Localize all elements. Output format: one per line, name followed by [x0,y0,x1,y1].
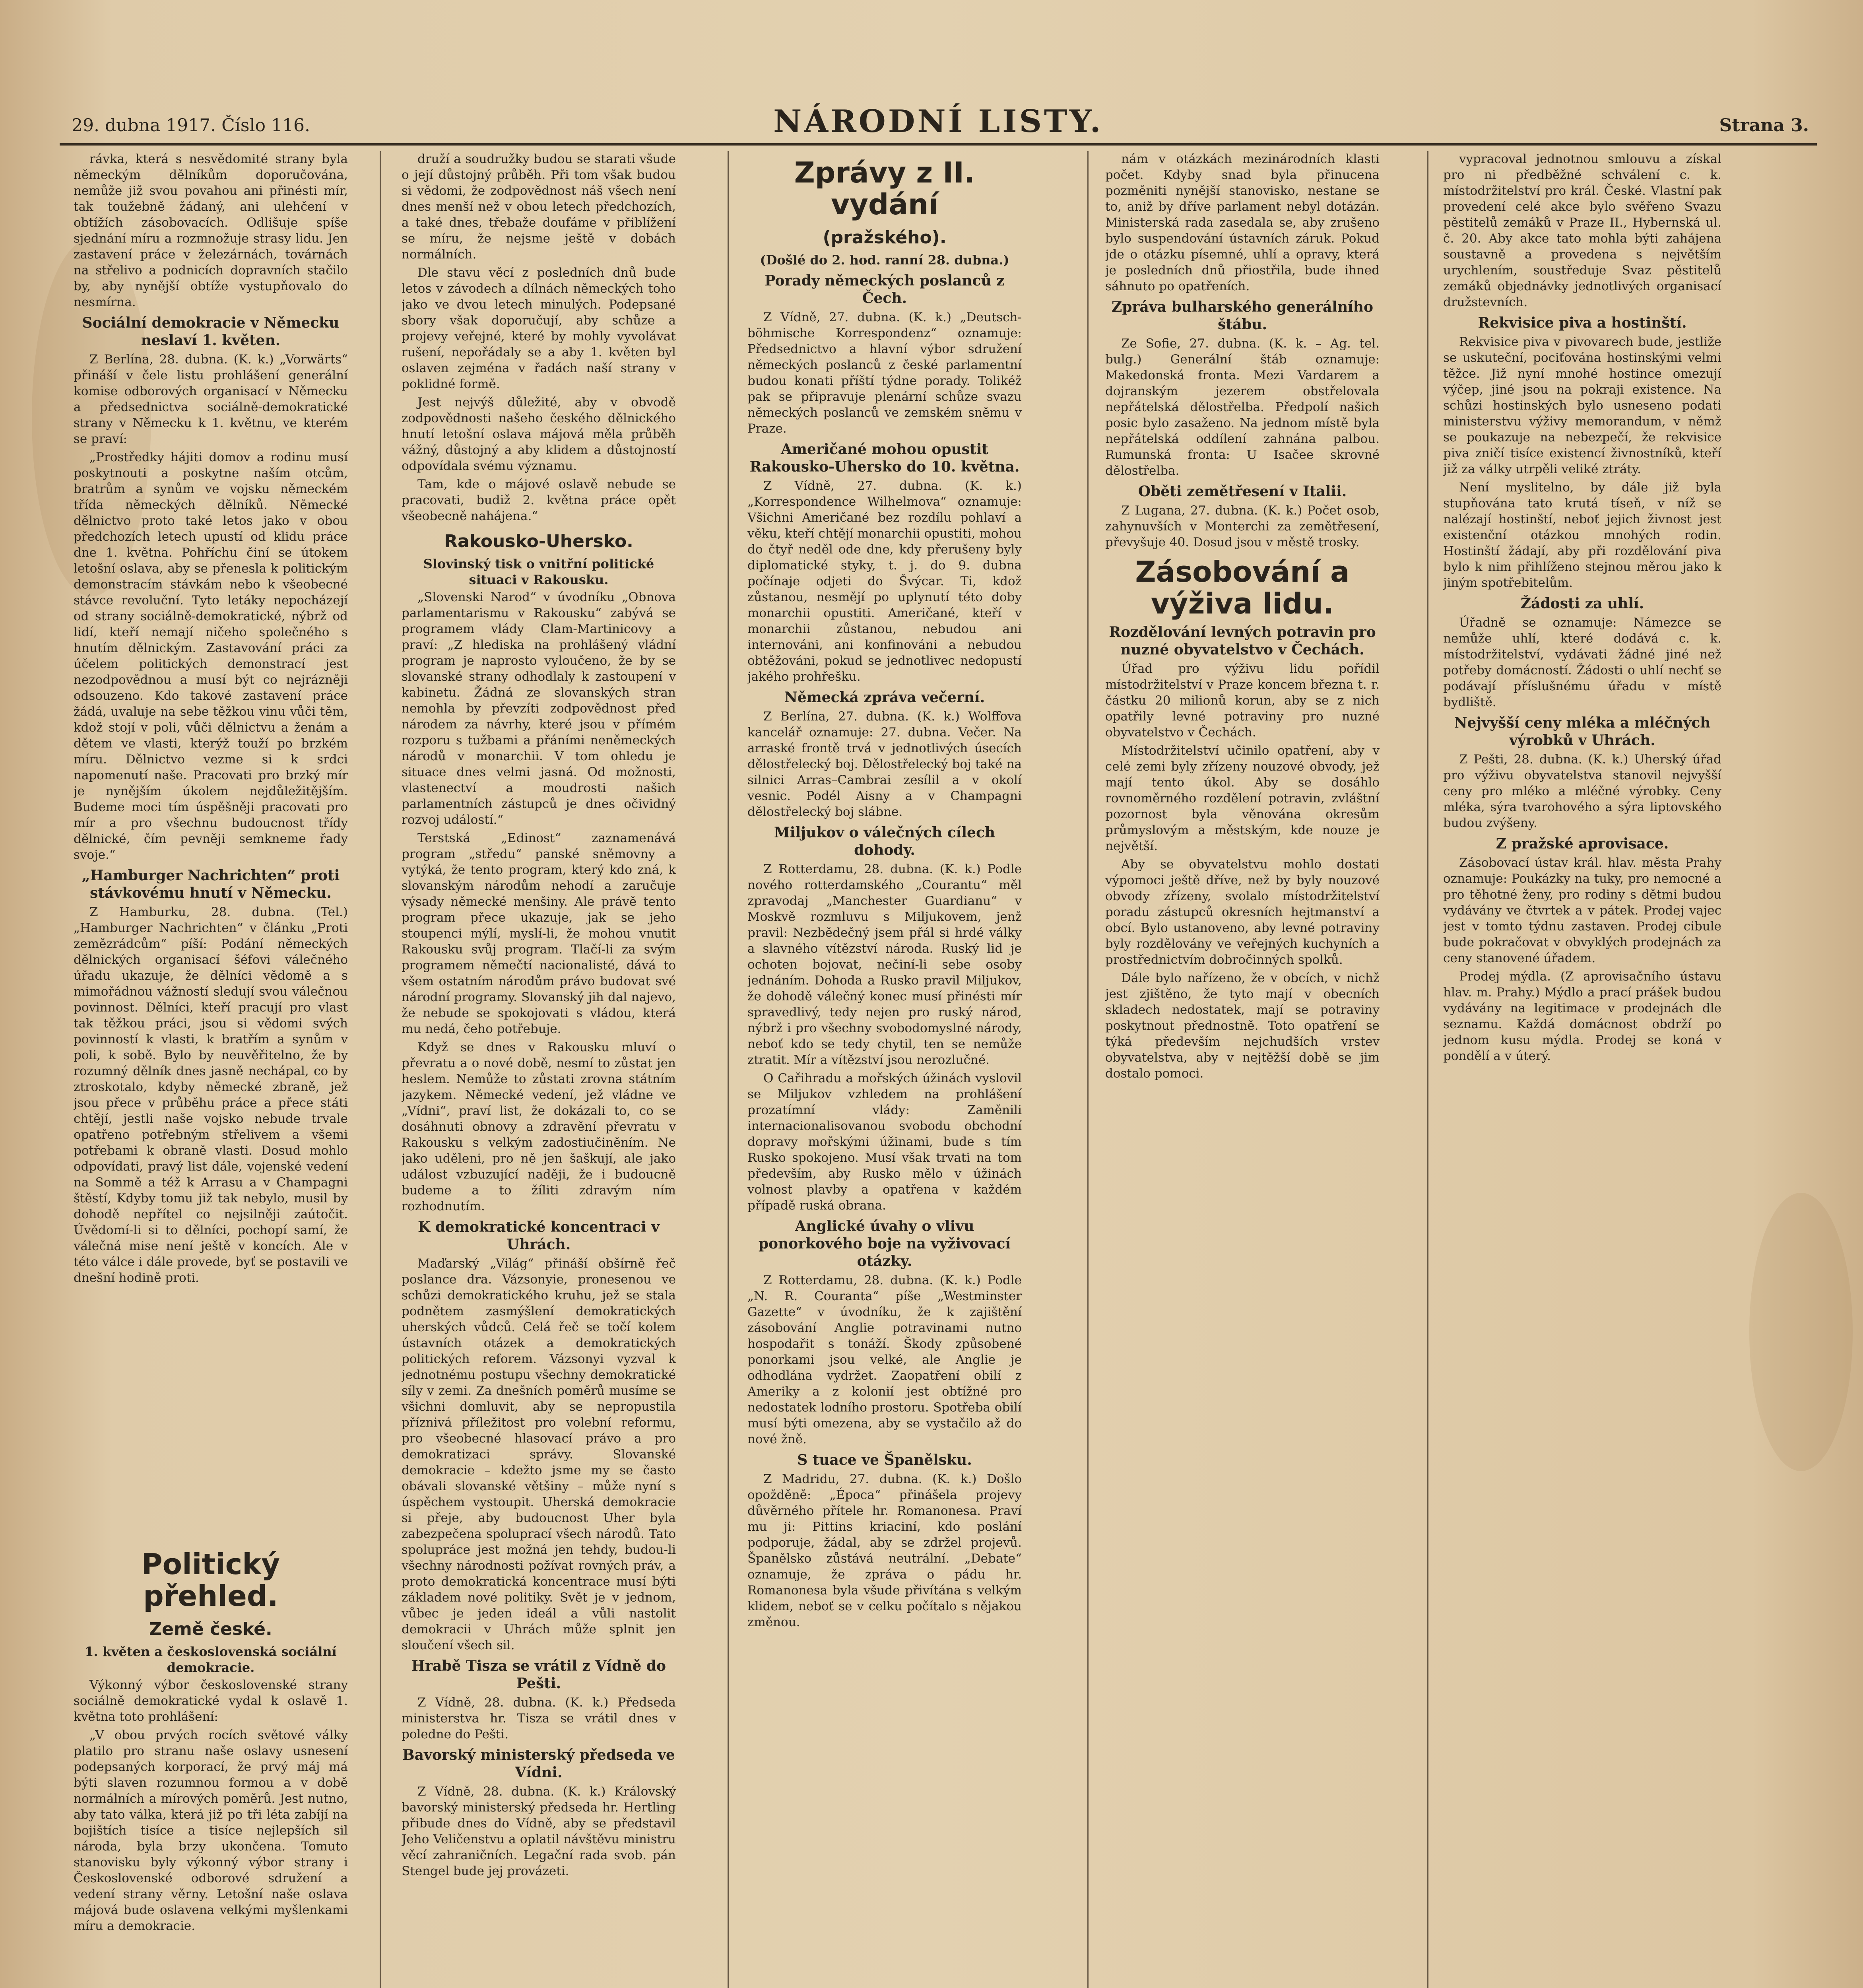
paragraph: Místodržitelství učinilo opatření, aby v celé zemi byly zřízeny nouzové obvody, jež mají tento úkol. Aby se dosáhlo rovnoměrného rozdělení potravin, zvláštní pozornost byla věnována okresům průmyslovým a městským, kde nouze je největší. [1105,744,1380,853]
section-subtitle: Země české. [149,1619,272,1639]
article-heading: Anglické úvahy o vlivu ponorkového boje na vyživovací otázky. [758,1218,1011,1270]
article-heading: Rozdělování levných potravin pro nuzné obyvatelstvo v Čechách. [1109,624,1376,658]
column-1-politics [74,1543,348,1988]
paragraph: Není myslitelno, by dále již byla stupňována tato krutá tíseň, v níž se nalézají hostinští, neboť jejich živnost jest existenční otázkou mnohých rodin. Hostinští žádají, aby při rozdělování piva bylo k nim přihlíženo stejnou měrou jako k jiným spotřebitelům. [1443,480,1721,590]
paragraph: Prodej mýdla. (Z aprovisačního ústavu hlav. m. Prahy.) Mýdlo a prací prášek budou vydávány na legitimace v prodejnách dle seznamu. Každá domácnost obdrží po jednom kusu mýdla. Prodej se koná v pondělí a v úterý. [1443,969,1721,1063]
article-heading: 1. květen a československá sociální demokracie. [85,1644,337,1675]
column-divider [1087,151,1089,1988]
paragraph: Maďarský „Világ“ přináší obšírně řeč poslance dra. Vázsonyie, pronesenou ve schůzi demokratického kruhu, jež se stala podnětem zasmýšlení demokratických uherských vůdců. Celá řeč se točí kolem ústavních otázek a demokratických politických reforem. Vázsonyi vyzval k jednotnému postupu všechny demokratické síly v zemi. Za dnešních poměrů musíme se všichni domluvit, aby se nepropustila příznivá příležitost pro volební reformu, pro všeobecné hlasovací právo a pro demokratizaci správy. Slovanské demokracie – kdežto jsme my se často obávali slovanské většiny – může nyní s úspěchem vystoupit. Uherská demokracie si přeje, aby budoucnost Uher byla zabezpečena spoluprací všech národů. Tato spolupráce jest možná jen tehdy, budou-li všechny národnosti požívat rovných práv, a proto demokratická koncentrace musí býti základem nové politiky. Svět je v jednom, vůbec je jeden ideál a vůli nastolit demokracii v Uhrách může splnit jen sloučení všech sil. [402,1256,676,1652]
article-heading: Hrabě Tisza se vrátil z Vídně do Pešti. [411,1658,666,1692]
column-divider [728,151,729,1988]
article-heading: Porady německých poslanců z Čech. [765,272,1005,307]
paragraph: Z Vídně, 28. dubna. (K. k.) Předseda ministerstva hr. Tisza se vrátil dnes v poledne do Pešti. [402,1695,676,1741]
paragraph: Když se dnes v Rakousku mluví o převratu a o nové době, nesmí to zůstat jen heslem. Nemůže to zůstati zrovna státním jazykem. Německé vedení, jež vládne ve „Vídni“, praví list, že dokázali to, co se dosáhnuti obnovy a zdravění převratu v Rakousku s velkým zadostiučiněním. Ne jako uděleni, pro ně jen šaškují, ale jako událost vzbuzující naději, že i budoucně budeme a to žíliti zdravým ním rozhodnutím. [402,1040,676,1213]
paragraph: Úřad pro výživu lidu pořídil místodržitelství v Praze koncem března t. r. částku 20 milionů korun, aby se z nich opatřily levné potraviny pro nuzné obyvatelstvo v Čechách. [1105,662,1380,740]
paper-stain [1749,1193,1853,1471]
paragraph: Z Rotterdamu, 28. dubna. (K. k.) Podle nového rotterdamského „Courantu“ měl zpravodaj „Manchester Guardianu“ v Moskvě rozmluvu s Miljukovem, jenž pravil: Nezbědečný jsem přál si hrdé války a slavného vítězství národa. Ruský lid je ochoten bojovat, nečiní-li sebe osoby jednáním. Dohoda a Rusko pravil Miljukov, že dohodě válečný konec musí přinésti mír spravedlivý, tedy nejen pro ruský národ, nýbrž i pro všechny svobodomyslné národy, neboť kdo se tedy chytil, ten se nemůže ztratit. Mír a vítězství jsou nerozlučné. [747,862,1022,1067]
paragraph: Jest nejvýš důležité, aby v obvodě zodpovědnosti našeho českého dělnického hnutí letošní oslava májová měla průběh vážný, důstojný a aby klidem a důstojností odpovídala svému významu. [402,395,676,473]
paragraph: Úřadně se oznamuje: Námezce se nemůže uhlí, které dodává c. k. místodržitelství, vydávati žádné jiné než potřeby domácností. Žádosti o uhlí nechť se podávají příslušnému úřadu v místě bydliště. [1443,615,1721,709]
paragraph: Z Pešti, 28. dubna. (K. k.) Uherský úřad pro výživu obyvatelstva stanovil nejvyšší ceny pro mléko a mléčné výrobky. Ceny mléka, sýra tvarohového a sýra liptovského budou zvýšeny. [1443,752,1721,830]
column-2 [402,151,676,1988]
article-heading: K demokratické koncentraci v Uhrách. [418,1219,660,1253]
column-5 [1443,151,1721,1988]
article-heading: Rekvisice piva a hostinští. [1478,315,1687,331]
paragraph: Rekvisice piva v pivovarech bude, jestliže se uskuteční, pociťována hostinskými velmi těžce. Již nyní mnohé hostince omezují výčep, jiné jsou na pokraji existence. Na schůzi hostinských bylo usneseno podati ministerstvu výživy memorandum, v němž se poukazuje na nebezpečí, že rekvisice piva zničí tisíce existencí živnostníků, kteří již za války utrpěli veliké ztráty. [1443,335,1721,476]
paragraph: Z Vídně, 28. dubna. (K. k.) Královský bavorský ministerský předseda hr. Hertling přibude dnes do Vídně, aby se představil Jeho Veličenstvu a oplatil návštěvu ministru věcí zahraničních. Legační rada svob. pán Stengel bude jej provázeti. [402,1784,676,1878]
article-heading: Bavorský ministerský předseda ve Vídni. [402,1747,675,1781]
paragraph: nám v otázkách mezinárodních klasti počet. Kdyby snad byla přinucena pozměniti nynější stanovisko, nestane se to, aniž by dříve parlament nebyl dotázán. Ministerská rada zasedala se, aby zrušeno bylo suspendování ústavních záruk. Pokud jde o otázku písemné, uhlí a opravy, která je posledních dnů přiostřila, bude ihned sáhnuto po opatřeních. [1105,152,1380,293]
paragraph: Z Rotterdamu, 28. dubna. (K. k.) Podle „N. R. Couranta“ píše „Westminster Gazette“ v úvodníku, že k zajištění zásobování Anglie potravinami nutno hospodařit s tonáží. Škody způsobené ponorkami jsou velké, ale Anglie je odhodlána vydržet. Zaopatření obilí z Ameriky a z kolonií jest obtížné pro nedostatek lodního prostoru. Spotřeba obilí musí býti omezena, aby se vystačilo až do nové žně. [747,1273,1022,1446]
section-title: Rakousko-Uhersko. [444,531,633,551]
paragraph: Zásobovací ústav král. hlav. města Prahy oznamuje: Poukázky na tuky, pro nemocné a pro těhotné ženy, pro rodiny s dětmi budou vydávány ve čtvrtek a v pátek. Prodej vajec jest v tomto týdnu zastaven. Prodej cibule bude pokračovat v obvyklých prodejnách za ceny stanovené úřadem. [1443,856,1721,965]
paragraph: vypracoval jednotnou smlouvu a získal pro ni předběžné schválení c. k. místodržitelství pro král. České. Vlastní pak provedení celé akce bylo svěřeno Svazu pěstitelů zemáků v Praze II., Hybernská ul. č. 20. Aby akce tato mohla býti zahájena soustavně a provedena s největším urychlením, soustředuje Svaz pěstitelů zemáků objednávky jednotlivých organisací družstevních. [1443,152,1721,309]
page-header [60,99,1817,146]
paragraph: Z Vídně, 27. dubna. (K. k.) „Korrespondence Wilhelmova“ oznamuje: Všichni Američané bez rozdílu pohlaví a věku, kteří chtějí monarchii opustiti, mohou do čtyř neděl ode dne, kdy přerušeny byly diplomatické styky, t. j. do 9. dubna počínaje odjeti do Švýcar. Ti, kdož zůstanou, nesmějí po uplynutí této doby monarchii opustiti. Američané, kteří v monarchii zůstanou, nebudou ani internováni, ani konfinováni a nebudou obtěžováni, pokud se jednotlivec nedopustí jakého prohřešku. [747,479,1022,684]
masthead-title: NÁRODNÍ LISTY. [773,103,1103,140]
article-heading: Žádosti za uhlí. [1520,595,1644,612]
column-1 [74,151,348,1523]
column-divider [1427,151,1428,1988]
article-heading: Zpráva bulharského generálního štábu. [1111,299,1373,333]
paragraph: Z Lugana, 27. dubna. (K. k.) Počet osob, zahynuvších v Monterchi za zemětřesení, převyšuje 40. Dosud jsou v městě trosky. [1105,503,1380,549]
paragraph: Z Hamburku, 28. dubna. (Tel.) „Hamburger Nachrichten“ v článku „Proti zemězrádcům“ píší: Podání německých dělnických organisací šéfovi válečného úřadu ukazuje, že dělníci vědomě a s mimořádnou vážností sledují svou válečnou povinnost. Dělníci, kteří pracují pro vlast tak těžkou práci, jsou si vědomi svých povinností k vlasti, k bratřím a synům v poli, k sobě. Bylo by neuvěřitelno, že by rozumný dělník dnes jasně nechápal, co by ztroskotalo, kdyby německé zbraně, jež jsou přece v průběhu práce a přece státi chtějí, jestli naše vojsko nebude trvale opatřeno potřebným střelivem a všemi potřebami k obraně vlasti. Dosud mohlo odpovídati, pravý list dále, vojenské vedení na Sommě a též k Arrasu a v Champagni štěstí, Kdyby tomu již tak nebylo, musil by dohodě nepřítel co nejsilněji zaútočit. Úvědomí-li si to dělníci, pochopí samí, že válečná mise není ještě v koncích. Ale v této válce i dále provede, byť se postavili ve dnešní hodině proti. [74,905,348,1285]
paragraph: Z Madridu, 27. dubna. (K. k.) Došlo opožděně: „Época“ přinášela projevy důvěrného přítele hr. Romanonesa. Praví mu ji: Pittins kriaciní, kdo poslání podporuje, žádal, aby se zdržel projevů. Španělsko zůstává neutrální. „Debate“ oznamuje, že zpráva o pádu hr. Romanonesa byla všude přivítána s velkým klidem, neboť se v celku počítalo s nějakou změnou. [747,1472,1022,1629]
section-title: Zprávy z II. vydání [794,156,975,221]
section-subtitle: (pražského). [823,227,947,248]
article-heading: Nejvyšší ceny mléka a mléčných výrobků v Uhrách. [1454,714,1711,749]
page-number: Strana 3. [1719,115,1809,136]
article-heading: Oběti zemětřesení v Italii. [1138,483,1347,500]
column-divider [380,151,381,1988]
article-heading: Z pražské aprovisace. [1496,835,1669,852]
section-title: Politický přehled. [141,1547,280,1613]
paragraph: Z Berlína, 28. dubna. (K. k.) „Vorwärts“ přináší v čele listu prohlášení generální komise odborových organisací v Německu a předsednictva sociálně-demokratické strany v Německu k 1. květnu, ve kterém se praví: [74,352,348,446]
article-heading: Američané mohou opustit Rakousko-Uhersko do 10. května. [749,441,1020,475]
section-title: Zásobování a výživa lidu. [1135,555,1350,620]
paragraph: „Slovenski Narod“ v úvodníku „Obnova parlamentarismu v Rakousku“ zabývá se programem vlády Clam-Martinicovy a praví: „Z hlediska na prohlášený vládní program je naprosto vyloučeno, že by se slovanské strany odhodlaly k zastoupení v kabinetu. Žádná ze slovanských stran nemohla by převzíti zodpovědnost před národem za návrhy, které jsou v přímém rozporu s tužbami a přáními neněmeckých národů v monarchii. V tom ohledu je situace dnes velmi jasná. Od možnosti, vlastenectví a moudrosti našich parlamentních zástupců je dnes očividný rozvoj událostí.“ [402,590,676,827]
article-heading: „Hamburger Nachrichten“ proti stávkovému hnutí v Německu. [82,867,340,901]
paragraph: Aby se obyvatelstvu mohlo dostati výpomoci ještě dříve, než by byly nouzové obvody zřízeny, svolalo místodržitelství poradu zástupců okresních hejtmanství a obcí. Bylo ustanoveno, aby levné potraviny byly rozdělovány ve veřejných kuchyních a prostřednictvím dobročinných spolků. [1105,857,1380,967]
article-heading: S tuace ve Španělsku. [797,1452,972,1468]
issue-date: 29. dubna 1917. Číslo 116. [72,115,310,136]
paragraph: Ze Sofie, 27. dubna. (K. k. – Ag. tel. bulg.) Generální štáb oznamuje: Makedonská fronta. Mezi Vardarem a dojranským jezerem obstřelovala nepřátelská dělostřelba. Předpolí našich posic bylo zasaženo. Na jednom místě byla nepřátelská oddílení zahnána palbou. Rumunská fronta: U Isačee skrovné dělostřelba. [1105,336,1380,478]
paragraph: Z Vídně, 27. dubna. (K. k.) „Deutsch-böhmische Korrespondenz“ oznamuje: Předsednictvo a hlavní výbor sdružení německých poslanců z české parlamentní budou konati příští týdne porady. Tolikéž pak se připravuje plenární schůze svazu německých poslanců ve zemském sněmu v Praze. [747,310,1022,436]
paragraph: druží a soudružky budou se starati všude o její důstojný průběh. Při tom však budou si vědomi, že zodpovědnost náš všech není dnes menší než v obou letech předchozích, a také dnes, třebaže doufáme v přiblížení se míru, že nejsme ještě v dobách normálních. [402,152,676,262]
article-heading: Německá zpráva večerní. [784,689,985,706]
column-4 [1105,151,1380,1988]
paragraph: „V obou prvých rocích světové války platilo pro stranu naše oslavy usnesení podepsaných korporací, že prvý máj má býti slaven rozumnou formou a v době normálních a mírových poměrů. Jest nutno, aby tato válka, která již po tři léta zabíjí na bojištích tisíce a tisíce nejlepších sil národa, byla brzy ukončena. Tomuto stanovisku byly výkonný výbor strany i Československé odborové sdružení a vedení strany věrny. Letošní naše oslava májová bude oslavena velkými myšlenkami míru a demokracie. [74,1728,348,1933]
paragraph: Tam, kde o májové oslavě nebude se pracovati, budiž 2. května práce opět všeobecně nahájena.“ [402,477,676,523]
article-heading: Miljukov o válečných cílech dohody. [774,824,996,858]
article-heading: Slovinský tisk o vnitřní politické situaci v Rakousku. [423,556,654,587]
paragraph: Dle stavu věcí z posledních dnů bude letos v závodech a dílnách německých toho jako ve dvou letech minulých. Podepsané sbory však doporučují, aby schůze a projevy veřejné, které by mohly vyvolávat rušení, nepořádaly se a aby 1. květen byl oslaven zejména v řadách naší strany v poklidné formě. [402,266,676,391]
paragraph: Výkonný výbor československé strany sociálně demokratické vydal k oslavě 1. května toto prohlášení: [74,1678,348,1724]
paragraph: Dále bylo nařízeno, že v obcích, v nichž jest zjištěno, že tyto mají v obecních skladech nedostatek, mají se potraviny poskytnout přednostně. Toto opatření se týká především nejchudších vrstev obyvatelstva, aby v nejtěžší době se jim dostalo pomoci. [1105,971,1380,1081]
edition-note: (Došlé do 2. hod. ranní 28. dubna.) [760,252,1009,268]
article-heading: Sociální demokracie v Německu neslaví 1. květen. [82,315,340,349]
paragraph: Z Berlína, 27. dubna. (K. k.) Wolffova kancelář oznamuje: 27. dubna. Večer. Na arraské frontě trvá v jednotlivých úsecích dělostřelecký boj. Dělostřelecký boj také na silnici Arras–Cambrai zesílil a v okolí vesnic. Podél Aisny a v Champagni dělostřelecký boj slábne. [747,709,1022,819]
paragraph: O Cařihradu a mořských úžinách vyslovil se Miljukov vzhledem na prohlášení prozatímní vlády: Zaměnili internacionalisovanou svobodu obchodní dopravy mořskými úžinami, bude s tím Rusko spokojeno. Musí však trvati na tom především, aby Rusko mělo v úžinách volnost plavby a opatřena v každém případě ruská obrana. [747,1071,1022,1213]
column-3 [747,151,1022,1988]
paragraph: „Prostředky hájiti domov a rodinu musí poskytnouti a poskytne naším otcům, bratrům a synům ve vojsku německém třída německých dělníků. Německé dělnictvo proto také letos jako v obou předchozích letech upustí od klidu práce dne 1. května. Pohříchu činí se útokem letošní oslava, aby se přenesla k politickým demonstracím stávkám nebo k všeobecné stávce revoluční. Tyto letáky nepocházejí od strany sociálně-demokratické, nýbrž od lidí, kteří nemají ničeho společného s hnutím dělnickým. Zastavování práci za účelem politických demonstrací jest nezodpovědnou a musí být co nejrázněji odsouzeno. Kdo takové zastavení práce žádá, uvaluje na sebe těžkou vinu vůči těm, kdož stojí v poli, vůči dělnictvu a ženám a dětem ve vlasti, kterýž touží po brzkém míru. Dělnictvo vezme si k srdci napomenutí naše. Pracovati pro brzký mír je nynějším úkolem nejdůležitějším. Budeme moci tím úspěšněji pracovati pro mír a pro všechnu budoucnost třídy dělnické, čím pevněji semkneme řady svoje.“ [74,450,348,862]
paragraph: Terstská „Edinost“ zaznamenává program „středu“ panské sněmovny a vytýká, že tento program, který kdo zná, k slovanským národům nehodí a zaručuje výsady německé menšiny. Ale právě tento program přece ukazuje, jak se jeho stoupenci mýlí, myslí-li, že mohou vnutit Rakousku svůj program. Tlačí-li za svým programem němečtí nacionalisté, dává to všem ostatním národům právo budovat své národní programy. Slovanský jih dal najevo, že nebude se spokojovati s vládou, která mu nedá, čeho potřebuje. [402,831,676,1036]
paragraph: rávka, která s nesvědomité strany byla německým dělníkům doporučována, nemůže již svou povahou ani přinésti mír, tak toužebně žádaný, ani ulehčení v obtížích zásobovacích. Odlišuje spíše sjednání míru a rozmnožuje strasy lidu. Jen zastavení práce v železárnách, továrnách na střelivo a podnicích dopravních stačilo by, aby nynější obtíže vystupňovalo do nesmírna. [74,152,348,309]
